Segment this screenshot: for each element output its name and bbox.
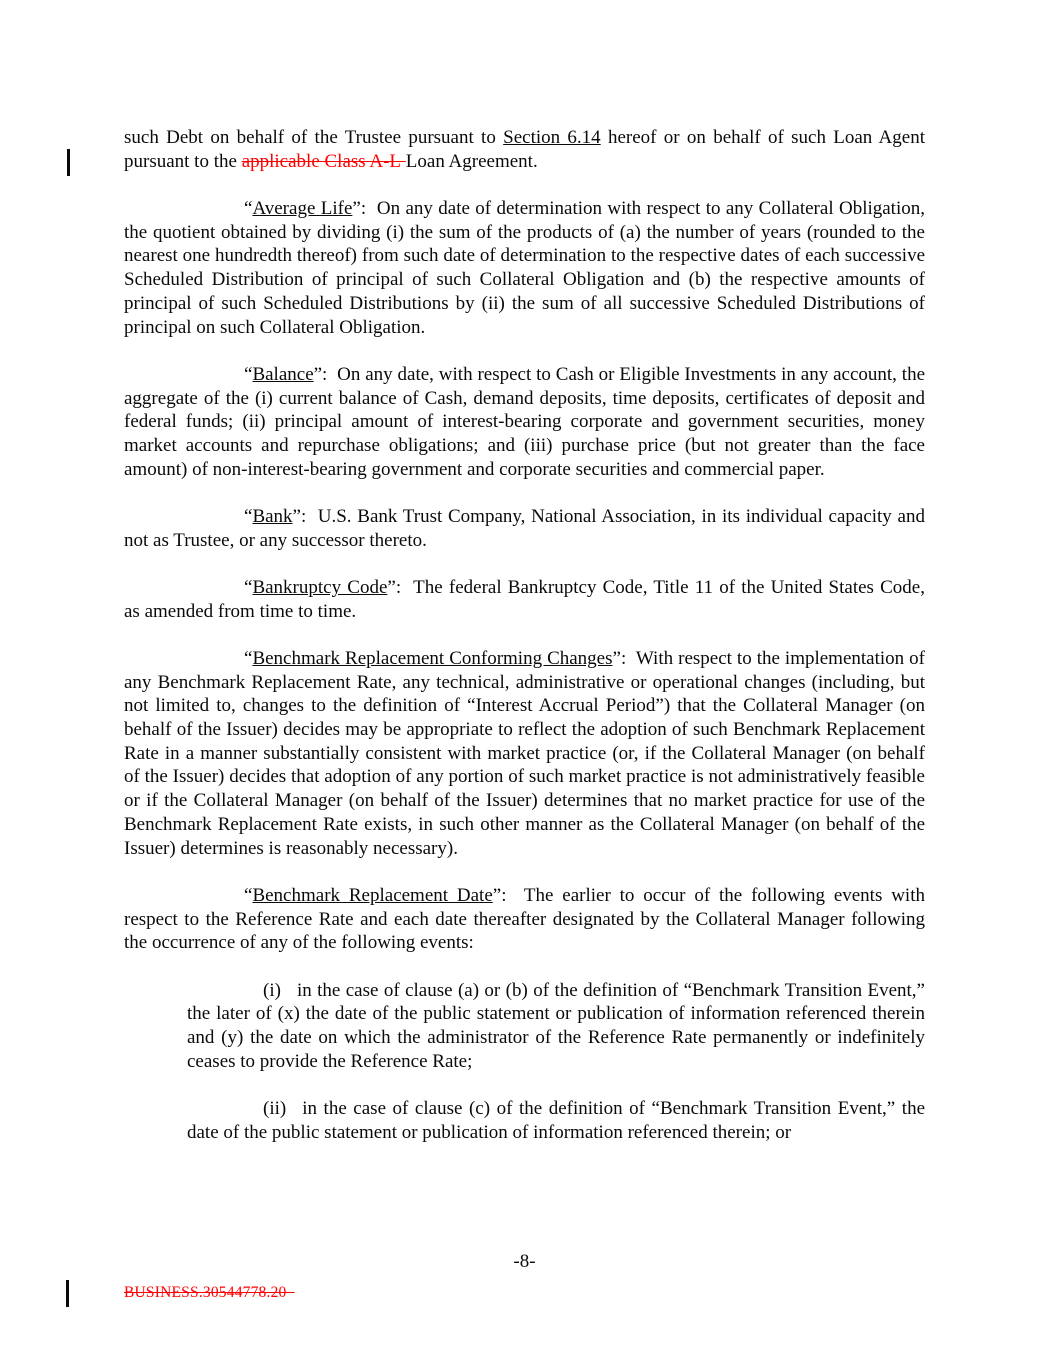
para-continuation-loan-agent bbox=[124, 126, 925, 173]
defined-term: Balance bbox=[252, 363, 314, 385]
para-def-benchmark-replacement-conforming-changes bbox=[124, 647, 925, 860]
para-def-benchmark-replacement-date bbox=[124, 884, 925, 955]
text-run: in the case of clause (c) of the definition of “Benchmark Transition Event,” the date of the public statement or publication of information referenced therein; or bbox=[187, 1097, 925, 1143]
text-run: ”: On any date, with respect to Cash or Eligible Investments in any account, the aggregate of the (i) current balance of Cash, demand deposits, time deposits, certificates of deposit and federal funds; (ii) principal amount of interest-bearing corporate and government securities, money market accounts and repurchase obligations; and (iii) purchase price (but not greater than the face amount) of non-interest-bearing government and corporate securities and commercial paper. bbox=[124, 363, 925, 480]
para-clause-ii bbox=[187, 1097, 925, 1144]
deleted-text: applicable Class A-L bbox=[241, 150, 406, 172]
para-def-average-life bbox=[124, 197, 925, 339]
document-body bbox=[124, 126, 925, 1144]
defined-term: Bankruptcy Code bbox=[252, 576, 388, 598]
text-run: “ bbox=[244, 505, 253, 527]
footer-document-id: BUSINESS.30544778.20 bbox=[124, 1284, 295, 1301]
text-run: ”: The federal Bankruptcy Code, Title 11 of the United States Code, as amended from time to time. bbox=[124, 576, 925, 622]
text-run: “ bbox=[244, 198, 253, 219]
para-def-bank bbox=[124, 505, 925, 552]
text-run: “ bbox=[244, 576, 253, 598]
clause-label: (ii) bbox=[263, 1097, 287, 1119]
para-clause-i bbox=[187, 979, 925, 1074]
text-run: “ bbox=[244, 363, 253, 385]
text-run: ”: U.S. Bank Trust Company, National Association, in its individual capacity and not as Trustee, or any successor thereto. bbox=[124, 505, 925, 551]
text-run: Loan Agreement. bbox=[405, 150, 538, 172]
clause-label: (i) bbox=[263, 979, 281, 1001]
para-def-bankruptcy-code bbox=[124, 576, 925, 623]
defined-term: Average Life bbox=[252, 198, 353, 219]
text-run: ”: With respect to the implementation of any Benchmark Replacement Rate, any technical, administrative or operational changes (including, but not limited to, changes to the definition of “Interest Accrual Period”) that the Collateral Manager (on behalf of the Issuer) decides may be appropriate to reflect the adoption of such Benchmark Replacement Rate in a manner substantially consistent with market practice (or, if the Collateral Manager (on behalf of the Issuer) decides that adoption of any portion of such market practice is not administratively feasible or if the Collateral Manager (on behalf of the Issuer) determines that no market practice for use of the Benchmark Replacement Rate exists, in such other manner as the Collateral Manager (on behalf of the Issuer) determines is reasonably necessary). bbox=[124, 647, 925, 859]
text-run: in the case of clause (a) or (b) of the definition of “Benchmark Transition Event,” the later of (x) the date of the public statement or publication of information referenced therein and (y) the date on which the administrator of the Reference Rate permanently or indefinitely ceases to provide the Reference Rate; bbox=[187, 979, 925, 1072]
page-number: -8- bbox=[513, 1251, 536, 1272]
text-run: ”: The earlier to occur of the following events with respect to the Reference Rate and each date thereafter designated by the Collateral Manager following the occurrence of any of the following events: bbox=[124, 884, 925, 954]
text-run: ”: On any date of determination with respect to any Collateral Obligation, the quotient obtained by dividing (i) the sum of the products of (a) the number of years (rounded to the nearest one hundredth thereof) from such date of determination to the respective dates of each successive Scheduled Distribution of principal of such Collateral Obligation and (b) the respective amounts of principal of such Scheduled Distributions by (ii) the sum of all successive Scheduled Distributions of principal on such Collateral Obligation. bbox=[124, 198, 925, 338]
text-run: such Debt on behalf of the Trustee pursuant to bbox=[124, 127, 504, 148]
revision-change-bar bbox=[67, 149, 70, 176]
defined-term: Benchmark Replacement Date bbox=[252, 884, 493, 906]
text-run: “ bbox=[244, 884, 253, 906]
para-def-balance bbox=[124, 363, 925, 482]
text-run: “ bbox=[244, 647, 253, 669]
defined-term: Bank bbox=[252, 505, 293, 527]
defined-term: Section 6.14 bbox=[503, 127, 601, 148]
text-run: hereof or on behalf of such Loan Agent pursuant to the bbox=[124, 127, 925, 172]
revision-change-bar-footer bbox=[66, 1280, 69, 1307]
defined-term: Benchmark Replacement Conforming Changes bbox=[252, 647, 613, 669]
